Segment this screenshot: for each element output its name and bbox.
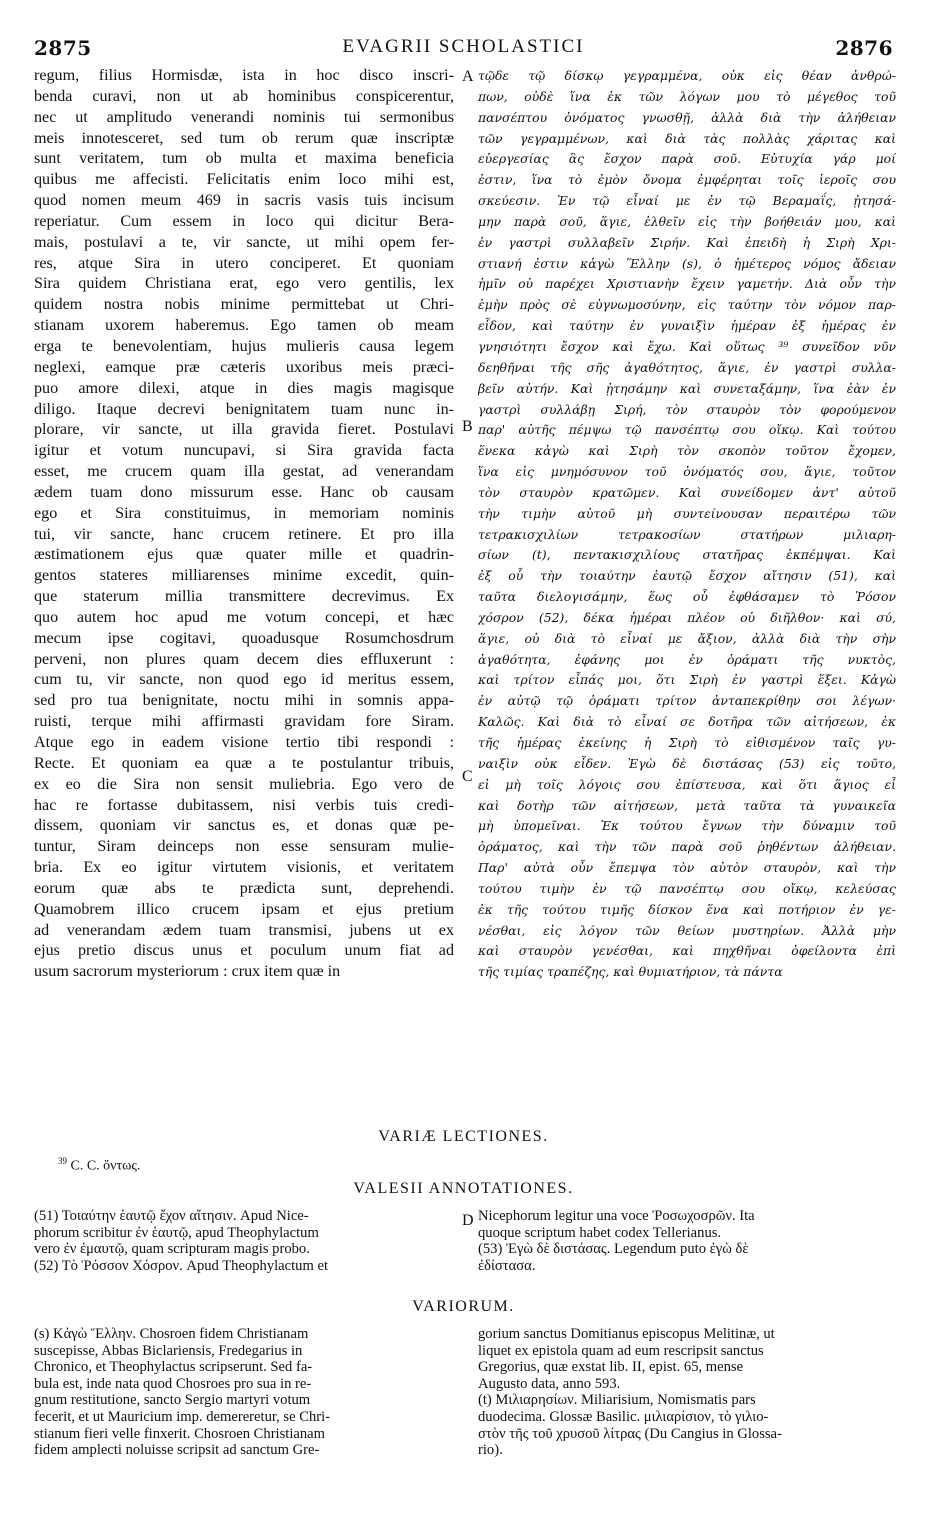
- latin-text-line: perveni, non plures quam decem dies effluxerunt :: [34, 650, 454, 668]
- variorum-note-line: Chronico, et Theophylactus scripserunt. Sed fa-: [34, 1359, 313, 1376]
- greek-text-line: ἕνεκα κἀγὼ καὶ Σιρὴ τὸν σκοπὸν τοῦτον ἔχομεν,: [478, 443, 896, 459]
- latin-text-line: mais, postulavi a te, vir sancte, ut mihi opem fer-: [34, 233, 454, 251]
- greek-text-line: σίων (t), πεντακισχιλίους στατῆρας ἐκπέμψαι. Καὶ: [478, 547, 896, 563]
- variorum-note-line: στὸν τῆς τοῦ χρυσοῦ λίτρας (Du Cangius in Glossa-: [478, 1425, 782, 1442]
- latin-text-line: benda curavi, non ut ab hominibus conspicerentur,: [34, 87, 454, 105]
- greek-text-line: σκεύεσιν. Ἐν τῷ εἶναί με ἐν τῷ Βεραμαΐς, ᾐτησά-: [478, 193, 896, 209]
- variorum-note-line: (t) Μιλιαρησίων. Miliarisium, Nomismatis pars: [478, 1392, 756, 1409]
- latin-text-line: Recte. Et quoniam ea quæ a te postulantur tribuis,: [34, 754, 454, 772]
- latin-text-line: ædem tuam dono missurum esse. Hanc ob causam: [34, 483, 454, 501]
- greek-text-line: εὐεργεσίας ἃς ἔσχον παρὰ σοῦ. Εὐτυχία γάρ μοί: [478, 151, 896, 167]
- latin-text-line: reperiatur. Cum essem in loco qui dicitur Bera-: [34, 212, 454, 230]
- variorum-note-line: liquet ex epistola quam ad eum rescripsit sanctus: [478, 1342, 764, 1359]
- greek-text-column: [478, 66, 896, 983]
- latin-text-line: sunt veritatem, tum ob multa et maxima beneficia: [34, 150, 454, 168]
- latin-text-line: igitur et votum nuncupavi, si Sira gravida facta: [34, 442, 454, 460]
- greek-text-line: ἐστιν, ἵνα τὸ ἐμὸν ὄνομα ἐμφέρηται τοῖς ἱεροῖς σου: [478, 172, 896, 188]
- variorum-note-line: rio).: [478, 1442, 503, 1459]
- greek-text-line: τῆς τιμίας τραπέζης, καὶ θυμιατήριον, τὰ πάντα: [478, 964, 783, 980]
- greek-text-line: τῆς ἡμέρας ἐκείνης ἡ Σιρὴ τὸ εἰθισμένον ταῖς γυ-: [478, 735, 896, 750]
- latin-text-line: ruisti, terque mihi affirmasti gravidam fore Siram.: [34, 713, 454, 731]
- greek-text-line: ἵνα εἰς μνημόσυνον τοῦ ὀνόματός σου, ἅγιε, τοῦτον: [478, 464, 896, 480]
- variant-note-number: 39: [58, 1156, 67, 1166]
- latin-text-line: ad venerandam ædem tuam transmisi, jubens ut ex: [34, 921, 454, 939]
- greek-text-line: γαστρὶ συλλάβῃ Σιρή, τὸν σταυρὸν τὸν φορούμενον: [478, 401, 896, 417]
- latin-text-line: res, atque Sira in utero conciperet. Et quoniam: [34, 254, 454, 272]
- variorum-note-line: (s) Κἀγὼ Ἕλλην. Chosroen fidem Christianam: [34, 1326, 309, 1342]
- variorum-note-line: stianum fieri velle finxerit. Chosroen Christianam: [34, 1425, 325, 1442]
- greek-text-line: ταῦτα διελογισάμην, ἕως οὗ ἐφθάσαμεν τὸ Ῥόσον: [478, 589, 896, 605]
- variae-lectiones-heading: VARIÆ LECTIONES.: [378, 1128, 549, 1145]
- latin-text-line: Atque ego in eadem visione tertio tibi respondi :: [34, 734, 454, 751]
- latin-text-line: regum, filius Hormisdæ, ista in hoc disco inscri-: [34, 67, 454, 84]
- greek-text-line: γνησιότητι ἔσχον καὶ ἔχω. Καὶ οὕτως ³⁹ συνεῖδον νῦν: [478, 338, 896, 354]
- latin-text-line: sed pro tua benignitate, noctu mihi in somnis appa-: [34, 692, 454, 710]
- greek-text-line: καὶ τρίτον εἶπάς μοι, ὅτι Σιρὴ ἐν γαστρὶ ἕξει. Κἀγὼ: [478, 672, 896, 688]
- latin-text-line: que staterum millia transmittere decrevimus. Ex: [34, 588, 454, 606]
- latin-text-line: hac re fortasse dubitassem, nisi verbis tuis credi-: [34, 796, 454, 814]
- greek-text-line: ὁράματος, καὶ τὴν τῶν παρὰ σοῦ ῥηθέντων ἀλήθειαν.: [478, 839, 896, 855]
- latin-text-line: quidem nostra nobis minime permittebat ut Chri-: [34, 296, 454, 314]
- latin-text-line: ejus pretio discus unus et poculum unum fiat ad: [34, 942, 454, 960]
- valesii-note-line: phorum scribitur ἐν ἑαυτῷ, apud Theophylactum: [34, 1224, 319, 1241]
- variorum-note-line: bula est, inde nata quod Chosroes pro sua in re-: [34, 1375, 312, 1392]
- latin-text-line: Quamobrem illico crucem ipsam et ejus pretium: [34, 900, 454, 918]
- greek-text-line: τὴν τιμὴν αὐτοῦ μὴ συντείνουσαν περαιτέρω τῶν: [478, 505, 896, 521]
- greek-text-line: εἰ μὴ τοῖς λόγοις σου ἐπίστευσα, καὶ ὅτι ἅγιος εἶ: [478, 776, 896, 792]
- greek-text-line: τὸν σταυρὸν κρατῶμεν. Καὶ συνείδομεν ἀντ' αὐτοῦ: [478, 484, 896, 500]
- greek-text-line: τῷδε τῷ δίσκῳ γεγραμμένα, οὐκ εἰς θέαν ἀνθρώ-: [478, 68, 896, 83]
- page-number-left: 2875: [34, 36, 92, 60]
- variorum-note-line: fecerit, et ut Mauricium imp. demereretur, se Chri-: [34, 1408, 331, 1425]
- greek-text-line: νέσθαι, εἰς λόγον τῶν θείων μυστηρίων. Ἀλλὰ μὴν: [478, 922, 896, 938]
- valesii-note-line: ἐδίστασα.: [478, 1257, 536, 1274]
- greek-text-line: ἅγιε, οὐ διὰ τὸ εἶναί με ἄξιον, ἀλλὰ διὰ τὴν σὴν: [478, 630, 896, 646]
- latin-text-line: neglexi, eamque præ cæteris uxoribus meis præci-: [34, 358, 454, 376]
- greek-text-line: πων, οὐδὲ ἵνα ἐκ τῶν λόγων μου τὸ μέγεθος τοῦ: [478, 88, 896, 104]
- latin-text-line: esset, me crucem quam illa gestat, ad venerandam: [34, 463, 454, 481]
- latin-text-column: [34, 66, 454, 983]
- variorum-notes-right: [478, 1326, 896, 1459]
- variorum-heading: VARIORUM.: [412, 1298, 515, 1315]
- greek-text-line: ἐκ τῆς τούτου τιμῆς δίσκον ἕνα καὶ ποτήριον ἐν γε-: [478, 901, 896, 917]
- variorum-notes-left: [34, 1326, 454, 1459]
- latin-text-line: Sira quidem Christiana erat, ego vero gentilis, lex: [34, 275, 454, 293]
- margin-letter-d: D: [462, 1212, 474, 1229]
- latin-text-line: erga te benevolentiam, hujus mulieris causa legem: [34, 337, 454, 355]
- greek-text-line: ἡμῖν οὐ παρέχει Χριστιανὴν ἔχειν γαμετήν. Διὰ οὖν τὴν: [478, 276, 896, 292]
- latin-text-line: quibus me affecisti. Felicitatis enim loco mihi est,: [34, 171, 454, 189]
- greek-text-line: τούτου τιμὴν ἐν τῷ πανσέπτῳ σου οἴκῳ, κελεύσας: [478, 880, 896, 896]
- margin-letter-a: A: [462, 68, 474, 85]
- variorum-note-line: suscepisse, Abbas Biclariensis, Fredegarius in: [34, 1342, 303, 1359]
- variorum-note-line: duodecima. Glossæ Basilic. μιλιαρίσιον, τὸ γιλιο-: [478, 1408, 769, 1425]
- latin-text-line: puo amore dilexi, atque in dies magis magisque: [34, 379, 454, 397]
- latin-text-line: plorare, vir sancte, ut illa gravida fieret. Postulavi: [34, 421, 454, 439]
- page-header: [34, 36, 893, 62]
- latin-text-line: eorum quæ abs te prædicta sunt, deprehendi.: [34, 879, 454, 897]
- greek-text-line: τῶν γεγραμμένων, καὶ διὰ τὰς πολλὰς χάριτας καὶ: [478, 130, 896, 146]
- latin-text-line: stianam uxorem haberemus. Ego tamen ob meam: [34, 317, 454, 335]
- variorum-note-line: gnum restitutione, sancto Sergio martyri votum: [34, 1392, 311, 1409]
- variorum-note-line: fidem amplecti noluisse scripsit ad sanctum Gre-: [34, 1442, 320, 1459]
- valesii-notes-left: [34, 1208, 454, 1274]
- latin-text-line: quo autem hoc apud me votum concepi, et hæc: [34, 608, 454, 626]
- latin-text-line: cum tu, vir sancte, non quod ego id meritus essem,: [34, 671, 454, 689]
- variorum-note-line: Gregorius, quæ exstat lib. II, epist. 65, mense: [478, 1359, 744, 1376]
- greek-text-line: ἐξ οὗ τὴν τοιαύτην ἑαυτῷ ἔσχον αἴτησιν (51), καὶ: [478, 568, 896, 584]
- greek-text-line: ἐμὴν πρὸς σὲ εὐγνωμοσύνην, εἰς ταύτην τὸν νόμον παρ-: [478, 297, 896, 313]
- valesii-note-line: (51) Τοιαύτην ἑαυτῷ ἔχον αἴτησιν. Apud Nice-: [34, 1208, 309, 1224]
- latin-text-line: nec ut amplitudo venerandi nominis tui sermonibus: [34, 108, 454, 126]
- greek-text-line: ναιξὶν οὐκ εἶδεν. Ἐγὼ δὲ διστάσας (53) εἰς τοῦτο,: [478, 755, 896, 771]
- greek-text-line: καὶ δοτὴρ τῶν αἰτήσεων, μετὰ ταῦτα τὰ γυναικεῖα: [478, 797, 896, 813]
- greek-text-line: στιανή ἐστιν κἀγὼ Ἕλλην (s), ὁ ἡμέτερος νόμος ἄδειαν: [478, 255, 896, 271]
- latin-text-line: meis innotesceret, sed tum ob rerum quæ inscriptæ: [34, 129, 454, 147]
- variorum-note-line: gorium sanctus Domitianus episcopus Melitinæ, ut: [478, 1326, 775, 1342]
- latin-text-line: usum sacrorum mysteriorum : crux item quæ in: [34, 963, 341, 981]
- latin-text-line: diligo. Itaque decrevi benignitatem tuam nunc in-: [34, 400, 454, 418]
- greek-text-line: Παρ' αὐτὰ οὖν ἔπεμψα τὸν αὐτὸν σταυρὸν, καὶ τὴν: [478, 860, 896, 876]
- latin-text-line: tui, vir sancte, hanc crucem retinere. Et pro illa: [34, 525, 454, 543]
- valesii-annotationes-heading: VALESII ANNOTATIONES.: [353, 1180, 574, 1197]
- greek-text-line: παρ' αὐτῆς πέμψω τῷ πανσέπτῳ σου οἴκῳ. Καὶ τούτου: [478, 422, 896, 438]
- latin-text-line: ego et Sira constituimus, in memoriam nominis: [34, 504, 454, 522]
- greek-text-line: ἐν αὐτῷ τῷ ὁράματι τρίτον ἀνταπεκρίθην σοι λέγων·: [478, 693, 896, 709]
- latin-text-line: ex eo die Sira non sensit muliebria. Ego vero de: [34, 775, 454, 793]
- greek-text-line: μὴ ὑπομεῖναι. Ἐκ τούτου ἔγνων τὴν δύναμιν τοῦ: [478, 818, 896, 834]
- valesii-note-line: Nicephorum legitur una voce Ῥοσωχοσρῶν. Ita: [478, 1208, 755, 1224]
- greek-text-line: μην παρὰ σοῦ, ἅγιε, ἐλθεῖν εἰς τὴν βοήθειάν μου, καὶ: [478, 213, 896, 229]
- latin-text-line: æstimationem ejus quæ quater mille et quadrin-: [34, 546, 454, 564]
- greek-text-line: καὶ σταυρὸν γενέσθαι, καὶ πηχθῆναι ὀφείλοντα ἐπὶ: [478, 943, 896, 959]
- greek-text-line: χόσρον (52), δέκα ἡμέραι πλέον οὐ διῆλθον· καὶ σύ,: [478, 609, 896, 625]
- valesii-note-line: vero ἐν ἐμαυτῷ, quam scripturam magis probo.: [34, 1241, 310, 1258]
- greek-text-line: βεῖν αὐτήν. Καὶ ᾐτησάμην καὶ συνεταξάμην, ἵνα ἐὰν ἐν: [478, 380, 896, 396]
- margin-letter-c: C: [462, 768, 473, 785]
- valesii-note-line: quoque scriptum habet codex Tellerianus.: [478, 1224, 722, 1241]
- greek-text-line: Καλῶς. Καὶ διὰ τὸ εἶναί σε δοτῆρα τῶν αἰτήσεων, ἐκ: [478, 714, 896, 730]
- running-head-title: EVAGRII SCHOLASTICI: [342, 36, 585, 57]
- valesii-notes-right: [478, 1208, 896, 1274]
- page-number-right: 2876: [835, 36, 893, 60]
- variant-reading-note: [58, 1156, 140, 1175]
- margin-letter-b: B: [462, 418, 473, 435]
- latin-text-line: bria. Ex eo igitur virtutem visionis, et veritatem: [34, 859, 454, 877]
- valesii-note-line: (53) Ἐγὼ δὲ διστάσας. Legendum puto ἐγὼ δὲ: [478, 1241, 749, 1258]
- latin-text-line: quod nomen meum 469 in sacris vasis tuis incisum: [34, 192, 454, 210]
- variant-note-text: C. C. ὄντως.: [70, 1158, 141, 1174]
- latin-text-line: mecum ipse cogitavi, quoadusque Rosumchosdrum: [34, 629, 454, 647]
- valesii-note-line: (52) Τὸ Ῥόσσον Χόσρον. Apud Theophylactum et: [34, 1257, 329, 1274]
- greek-text-line: δεηθῆναι τῆς σῆς ἀγαθότητος, ἅγιε, ἐν γαστρὶ συλλα-: [478, 359, 896, 375]
- latin-text-line: dissem, quoniam vir sanctus es, et donas quæ pe-: [34, 817, 454, 835]
- greek-text-line: πανσέπτου ὀνόματος γνωσθῇ, ἀλλὰ διὰ τὴν ἀλήθειαν: [478, 109, 896, 125]
- latin-text-line: gentos stateres milliarenses minime excedit, quin-: [34, 567, 454, 585]
- greek-text-line: τετρακισχιλίων τετρακοσίων στατήρων μιλιαρη-: [478, 526, 896, 542]
- greek-text-line: ἐν γαστρὶ συλλαβεῖν Σιρήν. Καὶ ἐπειδὴ ἡ Σιρὴ Χρι-: [478, 234, 896, 250]
- latin-text-line: tuntur, Siram deinceps non esse sensuram mulie-: [34, 838, 454, 856]
- greek-text-line: ἀγαθότητα, ἐφάνης μοι ἐν ὁράματι τῆς νυκτὸς,: [478, 651, 896, 667]
- variorum-note-line: Augusto data, anno 593.: [478, 1375, 621, 1392]
- greek-text-line: εἶδον, καὶ ταύτην ἐν γυναιξὶν ἡμέραν ἐξ ἡμέρας ἐν: [478, 318, 896, 334]
